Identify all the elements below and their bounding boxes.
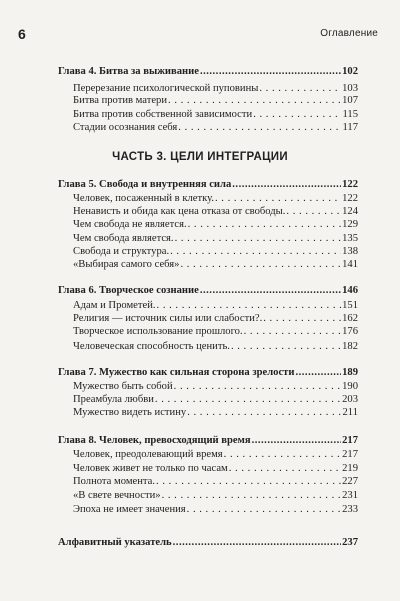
toc-page-number: 115 [342, 109, 358, 120]
toc-row [73, 205, 358, 219]
dot-leader [200, 284, 341, 298]
toc-title: Стадии осознания себя [73, 122, 178, 133]
toc-page-number: 151 [342, 300, 358, 311]
dot-leader [295, 366, 341, 380]
toc-title: Религия — источник силы или слабости?. [73, 313, 263, 324]
toc-section-entry [0, 393, 400, 407]
toc-page-number: 219 [342, 463, 358, 474]
toc-title: «В свете вечности» [73, 490, 161, 501]
toc-row [58, 178, 358, 192]
toc-row [73, 448, 358, 462]
toc-page-number: 146 [342, 285, 358, 296]
toc-page-number: 189 [342, 367, 358, 378]
toc-chapter-entry [0, 434, 400, 448]
toc-title: Глава 5. Свобода и внутренняя сила [58, 179, 232, 190]
dot-leader [231, 340, 341, 354]
toc-row [73, 393, 358, 407]
toc-title: Ненависть и обида как цена отказа от свободы. [73, 206, 286, 217]
toc-section-entry [0, 205, 400, 219]
toc-page-number: 138 [342, 246, 358, 257]
toc-page-number: 231 [342, 490, 358, 501]
toc-title: Человек, преодолевающий время [73, 449, 223, 460]
toc-title: Полнота момента. [73, 476, 156, 487]
page-header [0, 0, 400, 40]
toc-row [73, 503, 358, 517]
toc-row [73, 108, 358, 122]
toc-row [73, 121, 358, 135]
toc-title: Человеческая способность ценить. [73, 341, 230, 352]
toc-title: Чем свобода не является. [73, 219, 187, 230]
part-heading: ЧАСТЬ 3. ЦЕЛИ ИНТЕГРАЦИИ [112, 151, 288, 163]
dot-leader [229, 462, 341, 476]
toc-row [73, 325, 358, 339]
toc-page-number: 190 [342, 381, 358, 392]
dot-leader [180, 258, 341, 272]
toc-row [73, 218, 358, 232]
toc-row [58, 65, 358, 79]
toc-section-entry [0, 121, 400, 135]
toc-title: Свобода и структура. [73, 246, 170, 257]
toc-row [73, 340, 358, 354]
dot-leader [232, 178, 341, 192]
toc-chapter-entry [0, 284, 400, 298]
toc-page-number: 117 [342, 122, 358, 133]
toc-title: Творческое использование прошлого. [73, 326, 243, 337]
toc-page-number: 233 [342, 504, 358, 515]
toc-page-number: 122 [342, 193, 358, 204]
dot-leader [286, 205, 341, 219]
toc-chapter-entry [0, 65, 400, 79]
toc-page-number: 107 [342, 95, 358, 106]
dot-leader [252, 434, 342, 448]
toc-row [58, 536, 358, 550]
dot-leader [155, 393, 341, 407]
toc-row [58, 434, 358, 448]
toc-page-number: 211 [342, 407, 358, 418]
dot-leader [156, 475, 341, 489]
dot-leader [253, 108, 341, 122]
dot-leader [188, 218, 342, 232]
dot-leader [215, 192, 341, 206]
dot-leader [174, 380, 341, 394]
dot-leader [187, 406, 341, 420]
toc-section-entry [0, 312, 400, 326]
toc-page-number: 176 [342, 326, 358, 337]
toc-title: Глава 4. Битва за выживание [58, 66, 199, 77]
toc-page-number: 217 [342, 449, 358, 460]
toc-page-number: 135 [342, 233, 358, 244]
toc-section-entry [0, 475, 400, 489]
toc-page-number: 141 [342, 259, 358, 270]
toc-row [73, 489, 358, 503]
toc-title: Эпоха не имеет значения [73, 504, 186, 515]
dot-leader [175, 232, 342, 246]
toc-page-number: 182 [342, 341, 358, 352]
toc-title: Глава 8. Человек, превосходящий время [58, 435, 251, 446]
toc-page-number: 217 [342, 435, 358, 446]
toc-section-entry [0, 245, 400, 259]
toc-title: Человек, посаженный в клетку. [73, 193, 214, 204]
toc-page-number: 124 [342, 206, 358, 217]
toc-row [73, 94, 358, 108]
toc-title: Битва против матери [73, 95, 168, 106]
toc-row [73, 462, 358, 476]
toc-title: Глава 7. Мужество как сильная сторона зрелости [58, 367, 295, 378]
toc-row [73, 312, 358, 326]
toc-row [73, 258, 358, 272]
toc-title: Мужество быть собой [73, 381, 173, 392]
toc-row [58, 366, 358, 380]
dot-leader [168, 94, 341, 108]
dot-leader [244, 325, 342, 339]
toc-title: Преамбула любви [73, 394, 154, 405]
toc-title: «Выбирая самого себя» [73, 259, 180, 270]
toc-row [73, 380, 358, 394]
toc-chapter-entry [0, 178, 400, 192]
page-number: 6 [18, 26, 26, 42]
toc-page-number: 162 [342, 313, 358, 324]
toc-section-entry [0, 108, 400, 122]
dot-leader [200, 65, 341, 79]
toc-title: Битва против собственной зависимости [73, 109, 253, 120]
toc-title: Человек живет не только по часам [73, 463, 228, 474]
toc-row [73, 299, 358, 313]
toc-title: Мужество видеть истину [73, 407, 187, 418]
toc-section-entry [0, 218, 400, 232]
toc-page-number: 129 [342, 219, 358, 230]
toc-section-entry [0, 503, 400, 517]
toc-section-entry [0, 94, 400, 108]
toc-title: Глава 6. Творческое сознание [58, 285, 199, 296]
toc-title: Алфавитный указатель [58, 537, 172, 548]
toc-section-entry [0, 299, 400, 313]
toc-section-entry [0, 380, 400, 394]
toc-section-entry [0, 448, 400, 462]
toc-row [58, 284, 358, 298]
toc-page-number: 237 [342, 537, 358, 548]
toc-row [73, 245, 358, 259]
toc-chapter-entry [0, 536, 400, 550]
dot-leader [263, 312, 341, 326]
toc-row [73, 406, 358, 420]
toc-section-entry [0, 406, 400, 420]
toc-title: Перерезание психологической пуповины [73, 83, 259, 94]
toc-section-entry [0, 340, 400, 354]
toc-row [73, 475, 358, 489]
toc-title: Адам и Прометей. [73, 300, 156, 311]
toc-section-entry [0, 489, 400, 503]
toc-section-entry [0, 192, 400, 206]
dot-leader [157, 299, 342, 313]
dot-leader [170, 245, 341, 259]
dot-leader [224, 448, 341, 462]
toc-page-number: 103 [342, 83, 358, 94]
toc-row [73, 232, 358, 246]
toc-page-number: 102 [342, 66, 358, 77]
toc-section-entry [0, 258, 400, 272]
dot-leader [187, 503, 341, 517]
toc-chapter-entry [0, 366, 400, 380]
toc-title: Чем свобода является. [73, 233, 174, 244]
running-head: Оглавление [320, 28, 378, 39]
toc-section-entry [0, 462, 400, 476]
toc-page-number: 122 [342, 179, 358, 190]
toc-section-entry [0, 232, 400, 246]
toc-page-number: 227 [342, 476, 358, 487]
toc-row [73, 192, 358, 206]
dot-leader [162, 489, 342, 503]
dot-leader [173, 536, 341, 550]
toc-section-entry [0, 325, 400, 339]
dot-leader [178, 121, 341, 135]
toc-page-number: 203 [342, 394, 358, 405]
